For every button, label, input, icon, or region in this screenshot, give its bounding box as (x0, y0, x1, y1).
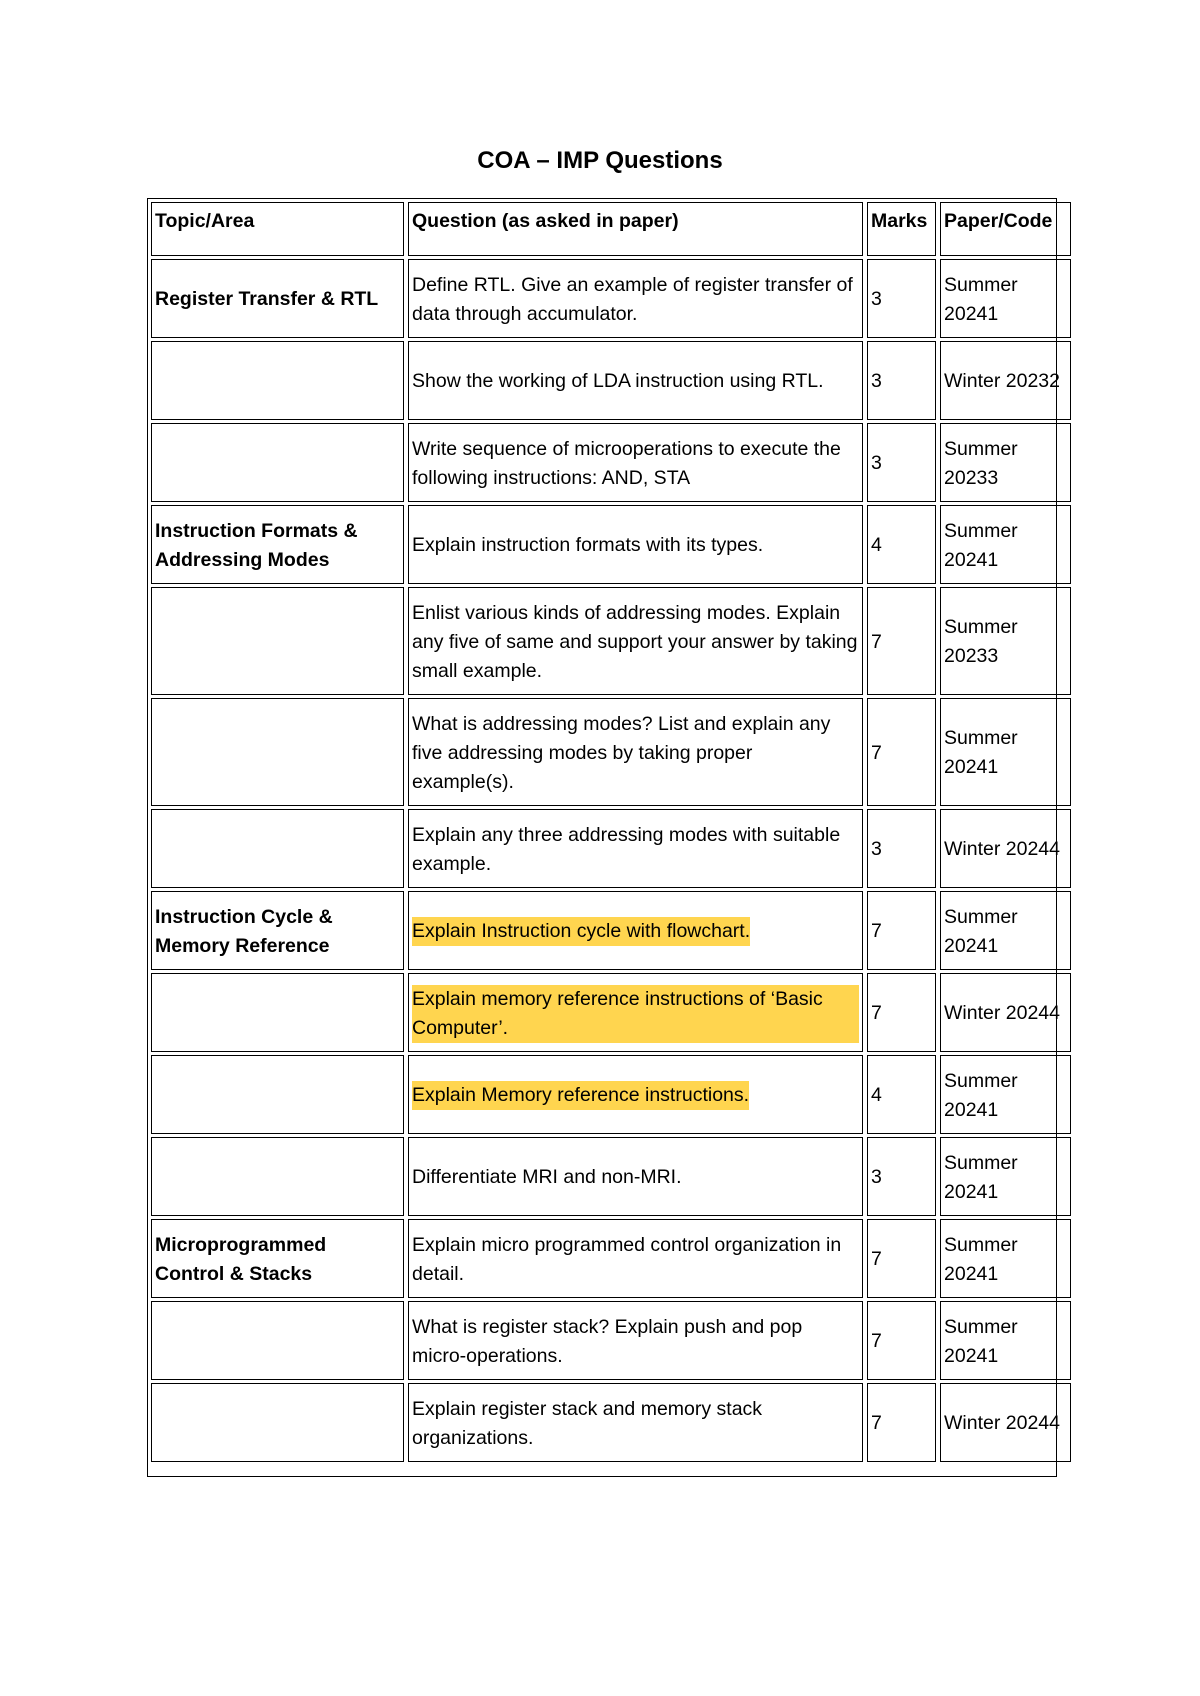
cell-marks (867, 1383, 936, 1462)
marks-text: 3 (871, 452, 882, 474)
cell-topic (151, 341, 404, 420)
cell-marks (867, 587, 936, 695)
cell-topic (151, 423, 404, 502)
cell-topic (151, 809, 404, 888)
question-text: Explain instruction formats with its types. (412, 534, 764, 556)
cell-question (408, 809, 863, 888)
cell-topic (151, 259, 404, 338)
paper-text: Summer 20241 (944, 273, 1018, 325)
cell-paper (940, 505, 1071, 584)
page-title: COA – IMP Questions (477, 147, 723, 174)
header-paper-label: Paper/Code (944, 210, 1053, 232)
cell-marks (867, 1219, 936, 1298)
cell-marks (867, 1301, 936, 1380)
question-text: Explain Memory reference instructions. (412, 1081, 749, 1110)
paper-text: Summer 20241 (944, 1233, 1018, 1285)
cell-question (408, 587, 863, 695)
cell-question (408, 698, 863, 806)
cell-topic (151, 1219, 404, 1298)
paper-text: Summer 20241 (944, 905, 1018, 957)
question-text: Explain any three addressing modes with suitable example. (412, 823, 841, 875)
question-text: What is addressing modes? List and explain any five addressing modes by taking proper example(s). (412, 712, 831, 793)
paper-text: Summer 20241 (944, 519, 1018, 571)
cell-paper (940, 1219, 1071, 1298)
cell-paper (940, 587, 1071, 695)
header-marks-label: Marks (871, 210, 928, 232)
marks-text: 4 (871, 1084, 882, 1106)
cell-marks (867, 973, 936, 1052)
cell-question (408, 1383, 863, 1462)
cell-marks (867, 1137, 936, 1216)
marks-text: 3 (871, 288, 882, 310)
topic-text: Instruction Cycle & Memory Reference (155, 905, 333, 957)
cell-paper (940, 1137, 1071, 1216)
header-question-label: Question (as asked in paper) (412, 210, 679, 232)
question-text: Enlist various kinds of addressing modes. Explain any five of same and support your answer by taking small example. (412, 601, 858, 682)
cell-paper (940, 1301, 1071, 1380)
header-marks (867, 202, 936, 256)
marks-text: 7 (871, 630, 882, 653)
question-text: Explain Instruction cycle with flowchart. (412, 917, 750, 946)
paper-text: Summer 20241 (944, 1315, 1018, 1367)
cell-question (408, 973, 863, 1052)
topic-text: Instruction Formats & Addressing Modes (155, 519, 358, 571)
cell-topic (151, 1301, 404, 1380)
marks-text: 3 (871, 370, 882, 392)
question-text: Define RTL. Give an example of register transfer of data through accumulator. (412, 273, 853, 325)
marks-text: 7 (871, 920, 882, 942)
cell-topic (151, 505, 404, 584)
paper-text: Winter 20244 (944, 1412, 1060, 1434)
paper-text: Winter 20232 (944, 370, 1060, 392)
cell-paper (940, 1055, 1071, 1134)
cell-paper (940, 259, 1071, 338)
cell-topic (151, 973, 404, 1052)
topic-text: Register Transfer & RTL (155, 288, 379, 310)
cell-paper (940, 1383, 1071, 1462)
cell-marks (867, 698, 936, 806)
paper-text: Winter 20244 (944, 838, 1060, 860)
question-text: Explain register stack and memory stack organizations. (412, 1397, 763, 1449)
cell-question (408, 1055, 863, 1134)
cell-question (408, 1219, 863, 1298)
cell-marks (867, 423, 936, 502)
questions-table-grid (151, 202, 1060, 1473)
cell-question (408, 259, 863, 338)
header-question (408, 202, 863, 256)
marks-text: 4 (871, 534, 882, 556)
cell-paper (940, 423, 1071, 502)
cell-marks (867, 1055, 936, 1134)
cell-topic (151, 1055, 404, 1134)
question-text: Write sequence of microoperations to execute the following instructions: AND, STA (412, 437, 841, 489)
cell-question (408, 891, 863, 970)
topic-text: Microprogrammed Control & Stacks (155, 1233, 327, 1285)
question-text: Explain memory reference instructions of ‘Basic Computer’. (412, 985, 859, 1043)
marks-text: 7 (871, 1412, 882, 1434)
cell-question (408, 1301, 863, 1380)
cell-paper (940, 698, 1071, 806)
marks-text: 7 (871, 741, 882, 764)
questions-table (147, 198, 1060, 1477)
cell-marks (867, 341, 936, 420)
cell-topic (151, 587, 404, 695)
cell-paper (940, 891, 1071, 970)
header-topic (151, 202, 404, 256)
marks-text: 7 (871, 1330, 882, 1352)
cell-marks (867, 505, 936, 584)
cell-topic (151, 1137, 404, 1216)
paper-text: Summer 20241 (944, 727, 1018, 778)
cell-question (408, 341, 863, 420)
marks-text: 3 (871, 838, 882, 860)
paper-text: Summer 20241 (944, 1069, 1018, 1121)
cell-marks (867, 891, 936, 970)
cell-question (408, 1137, 863, 1216)
cell-topic (151, 891, 404, 970)
cell-paper (940, 973, 1071, 1052)
marks-text: 7 (871, 1002, 882, 1024)
paper-text: Winter 20244 (944, 1002, 1060, 1024)
question-text: Differentiate MRI and non-MRI. (412, 1166, 682, 1188)
header-topic-label: Topic/Area (155, 210, 255, 232)
cell-paper (940, 809, 1071, 888)
cell-marks (867, 259, 936, 338)
marks-text: 7 (871, 1248, 882, 1270)
header-paper (940, 202, 1071, 256)
cell-paper (940, 341, 1071, 420)
question-text: What is register stack? Explain push and pop micro-operations. (412, 1315, 803, 1367)
cell-marks (867, 809, 936, 888)
paper-text: Summer 20241 (944, 1151, 1018, 1203)
paper-text: Summer 20233 (944, 437, 1018, 489)
question-text: Show the working of LDA instruction using RTL. (412, 370, 824, 392)
cell-question (408, 505, 863, 584)
cell-question (408, 423, 863, 502)
question-text: Explain micro programmed control organization in detail. (412, 1233, 842, 1285)
cell-topic (151, 1383, 404, 1462)
marks-text: 3 (871, 1166, 882, 1188)
cell-topic (151, 698, 404, 806)
paper-text: Summer 20233 (944, 616, 1018, 667)
